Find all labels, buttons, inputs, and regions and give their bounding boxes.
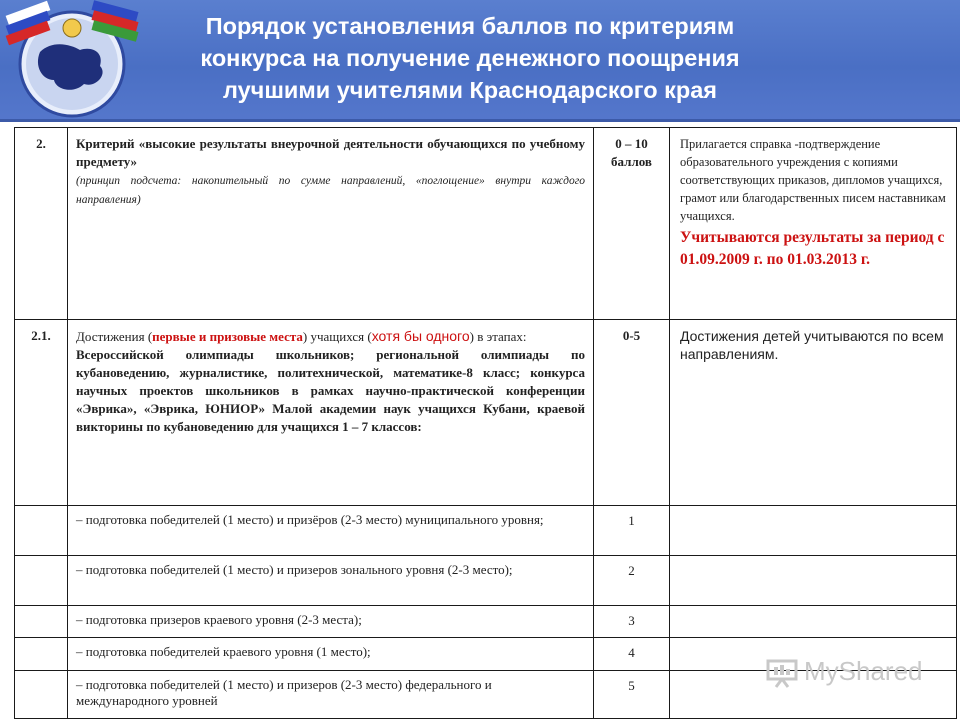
title-line-3: лучшими учителями Краснодарского края [222,77,718,103]
criterion-note: (принцип подсчета: накопительный по сумме направлений, «поглощение» внутри каждого направления) [76,175,585,206]
table-row [15,556,957,606]
table-row [15,506,957,556]
page-title [150,10,790,106]
subrow-points: 2 [594,556,670,606]
table-row [15,320,957,506]
criteria-table [14,127,957,719]
subrow-points: 4 [594,638,670,671]
intro-part: Достижения ( [76,329,153,344]
intro-highlight: хотя бы одного [371,328,470,344]
intro-part: ) в этапах: [469,329,527,344]
title-line-1: Порядок установления баллов по критериям [205,13,735,39]
points-range: 0 – 10 [615,136,648,151]
criterion-title: Критерий «высокие результаты внеурочной деятельности обучающихся по учебному предмету» [76,136,585,169]
documents-cell: Достижения детей учитываются по всем направлениям. [670,320,957,506]
documents-cell [670,128,957,320]
table-row [15,606,957,638]
subrow-text: – подготовка победителей (1 место) и призёров (2-3 место) муниципального уровня; [68,506,594,556]
subrow-points: 5 [594,671,670,719]
watermark [766,654,936,694]
points-cell [594,128,670,320]
criterion-cell [68,320,594,506]
title-line-2: конкурса на получение денежного поощрения [200,45,740,71]
points-unit: баллов [611,154,652,169]
criterion-cell [68,128,594,320]
subrow-text: – подготовка победителей краевого уровня (1 место); [68,638,594,671]
subrow-points: 1 [594,506,670,556]
row-number: 2. [15,128,68,320]
competitions-list: Всероссийской олимпиады школьников; региональной олимпиады по кубановедению, журналистике, политехнической, математике-8 класс; конкурса научных проектов школьников в рамках научно-практической конференции «Эврика», «Эврика, ЮНИОР» Малой академии наук учащихся Кубани, краевой викторины по кубановедению для учащихся 1 – 7 классов: [76,347,585,434]
presentation-icon [766,658,798,688]
subrow-text: – подготовка победителей (1 место) и призеров зонального уровня (2-3 место); [68,556,594,606]
watermark-text: MyShared [804,656,923,686]
period-note: Учитываются результаты за период с 01.09.2009 г. по 01.03.2013 г. [680,229,945,268]
intro-highlight: первые и призовые места [152,329,303,344]
row-number: 2.1. [15,320,68,506]
intro-part: ) учащихся ( [302,329,372,344]
subrow-points: 3 [594,606,670,638]
documents-text: Прилагается справка -подтверждение образовательного учреждения с копиями соответствующих приказов, дипломов учащихся, грамот или благодарственных писем наставникам учащихся. [680,137,946,223]
points-cell: 0-5 [594,320,670,506]
subrow-text: – подготовка призеров краевого уровня (2-3 места); [68,606,594,638]
krasnodar-emblem-icon [0,0,150,122]
subrow-text: – подготовка победителей (1 место) и призеров (2-3 место) федерального и международного уровней [68,671,594,719]
table-row [15,128,957,320]
